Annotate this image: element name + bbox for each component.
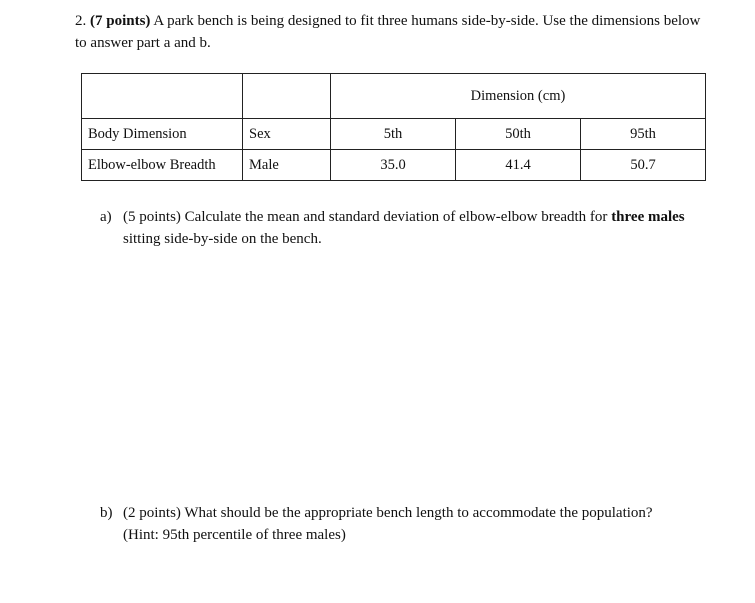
cell-sex: Male — [243, 150, 331, 181]
table-column-header-row — [82, 119, 706, 150]
part-a — [100, 206, 700, 250]
question-points: (7 points) — [90, 13, 151, 29]
question-intro — [75, 10, 715, 54]
table-row — [82, 150, 706, 181]
cell-50th: 41.4 — [456, 150, 581, 181]
part-b-marker: b) — [100, 505, 113, 521]
column-header-sex: Sex — [243, 119, 331, 150]
column-header-50th: 50th — [456, 119, 581, 150]
question-text: A park bench is being designed to fit three humans side-by-side. Use the dimensions below to answer part a and b. — [75, 13, 701, 51]
cell-5th: 35.0 — [331, 150, 456, 181]
question-number: 2. — [75, 13, 87, 29]
empty-header-cell — [82, 74, 243, 119]
dimension-table — [81, 73, 706, 181]
part-b-hint: (Hint: 95th percentile of three males) — [123, 527, 346, 543]
part-b — [100, 502, 700, 546]
part-a-text-start: (5 points) Calculate the mean and standard deviation of elbow-elbow breadth for — [123, 209, 612, 225]
part-b-text — [123, 502, 700, 546]
column-header-95th: 95th — [581, 119, 706, 150]
column-header-5th: 5th — [331, 119, 456, 150]
table-group-header-row — [82, 74, 706, 119]
part-a-text — [123, 206, 700, 250]
column-header-body-dimension: Body Dimension — [82, 119, 243, 150]
part-b-question: (2 points) What should be the appropriate bench length to accommodate the population? — [123, 505, 653, 521]
part-a-marker: a) — [100, 209, 112, 225]
cell-body-dimension: Elbow-elbow Breadth — [82, 150, 243, 181]
part-a-bold-text: three males — [611, 209, 685, 225]
part-a-text-end: sitting side-by-side on the bench. — [123, 231, 322, 247]
empty-header-cell — [243, 74, 331, 119]
cell-95th: 50.7 — [581, 150, 706, 181]
dimension-group-header: Dimension (cm) — [331, 74, 706, 119]
